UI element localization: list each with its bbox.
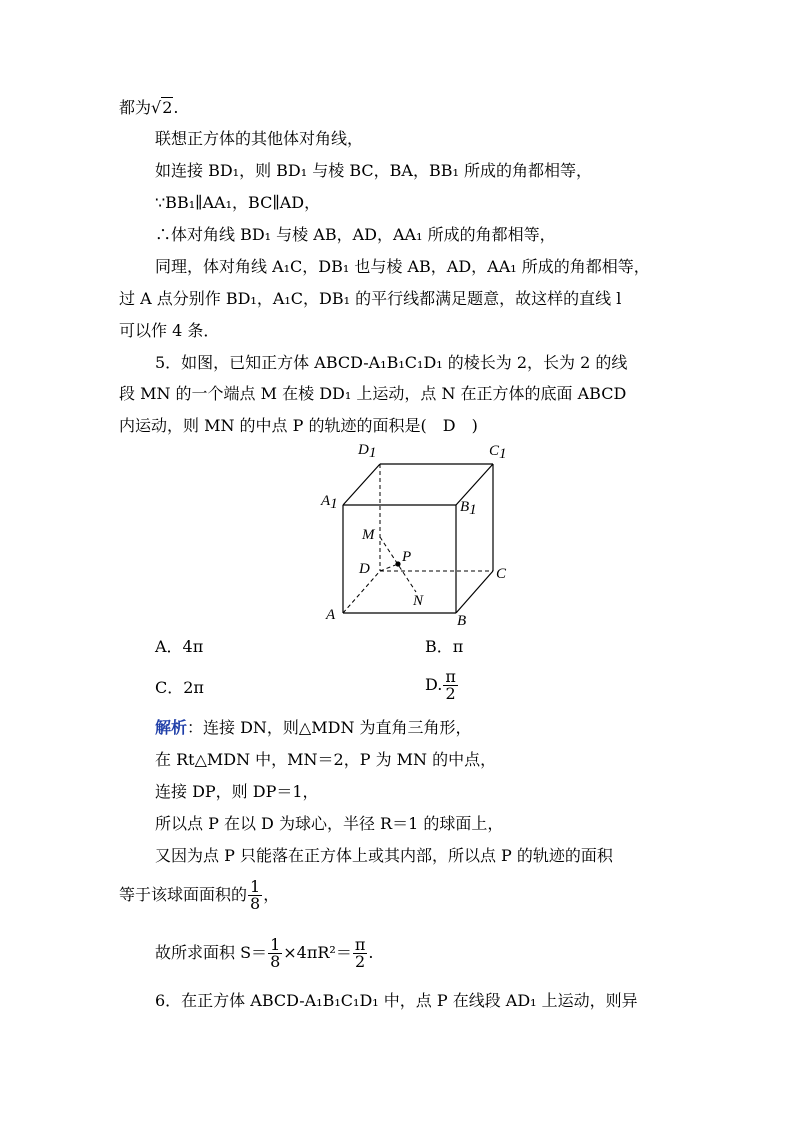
text-line-2: 联想正方体的其他体对角线， — [155, 129, 364, 148]
label-d: D — [359, 561, 370, 577]
label-n: N — [413, 593, 424, 609]
solution-line-4: 所以点 P 在以 D 为球心，半径 R＝1 的球面上， — [155, 814, 504, 833]
solution-line-6: 等于该球面面积的 $\frac{1}{8}$ ， — [119, 877, 280, 913]
text-line-3: 如连接 BD₁，则 BD₁ 与棱 BC，BA，BB₁ 所成的角都相等， — [155, 161, 592, 180]
text-line-8: 可以作 4 条． — [119, 321, 220, 340]
option-d-prefix: D. — [425, 675, 443, 694]
fraction-pi-over-2-result: $\frac{\pi}{2}$ — [354, 935, 366, 971]
text-line-5: ∴体对角线 BD₁ 与棱 AB，AD，AA₁ 所成的角都相等， — [155, 225, 556, 244]
question-5-line-2: 段 MN 的一个端点 M 在棱 DD₁ 上运动，点 N 在正方体的底面 ABCD — [119, 384, 627, 403]
label-c: C — [496, 566, 507, 582]
solution-line-5: 又因为点 P 只能落在正方体上或其内部，所以点 P 的轨迹的面积 — [155, 846, 613, 865]
solution-line-3: 连接 DP，则 DP＝1， — [155, 782, 319, 801]
radicand: 2 — [162, 98, 173, 117]
cube-figure — [318, 437, 518, 627]
question-6-line-1: 6．在正方体 ABCD-A₁B₁C₁D₁ 中，点 P 在线段 AD₁ 上运动，则异 — [155, 991, 638, 1010]
text-segment: . — [173, 98, 179, 117]
label-a: A — [326, 607, 336, 623]
sqrt-expression: √2 — [151, 98, 173, 117]
text-line-7: 过 A 点分别作 BD₁，A₁C，DB₁ 的平行线都满足题意，故这样的直线 l — [119, 289, 622, 308]
option-d — [425, 669, 459, 702]
text-line-1 — [119, 97, 179, 119]
point-p-dot — [395, 561, 400, 566]
option-a: A．4π — [155, 637, 204, 656]
question-5-line-3: 内运动，则 MN 的中点 P 的轨迹的面积是( D ) — [119, 416, 478, 435]
fraction-one-eighth: $\frac{1}{8}$ — [250, 877, 261, 913]
text-line-4: ∵BB₁∥AA₁，BC∥AD， — [155, 193, 321, 212]
solution-label: 解析 — [155, 718, 188, 737]
label-c1: C1 — [489, 443, 507, 462]
label-a1: A1 — [321, 493, 338, 512]
label-b1: B1 — [460, 499, 477, 518]
solution-line-2: 在 Rt△MDN 中，MN＝2，P 为 MN 的中点， — [155, 750, 497, 769]
option-b: B．π — [425, 637, 464, 656]
text-segment: 都为 — [119, 98, 152, 117]
label-p: P — [402, 549, 412, 565]
text-line-6: 同理，体对角线 A₁C，DB₁ 也与棱 AB，AD，AA₁ 所成的角都相等， — [155, 257, 650, 276]
fraction-pi-over-2: $\frac{\pi}{2}$ — [445, 667, 456, 703]
solution-line-1: 解析：连接 DN，则△MDN 为直角三角形， — [155, 718, 472, 737]
option-c: C．2π — [155, 678, 204, 697]
question-5-line-1: 5．如图，已知正方体 ABCD-A₁B₁C₁D₁ 的棱长为 2，长为 2 的线 — [155, 353, 628, 372]
label-d1: D1 — [358, 442, 377, 461]
label-b: B — [457, 613, 467, 627]
label-m: M — [362, 527, 375, 543]
fraction-one-eighth-2: $\frac{1}{8}$ — [270, 935, 281, 971]
solution-line-7: 故所求面积 S＝ $\frac{1}{8}$ ×4πR²＝ $\frac{\pi}{2}$ . — [155, 935, 374, 971]
